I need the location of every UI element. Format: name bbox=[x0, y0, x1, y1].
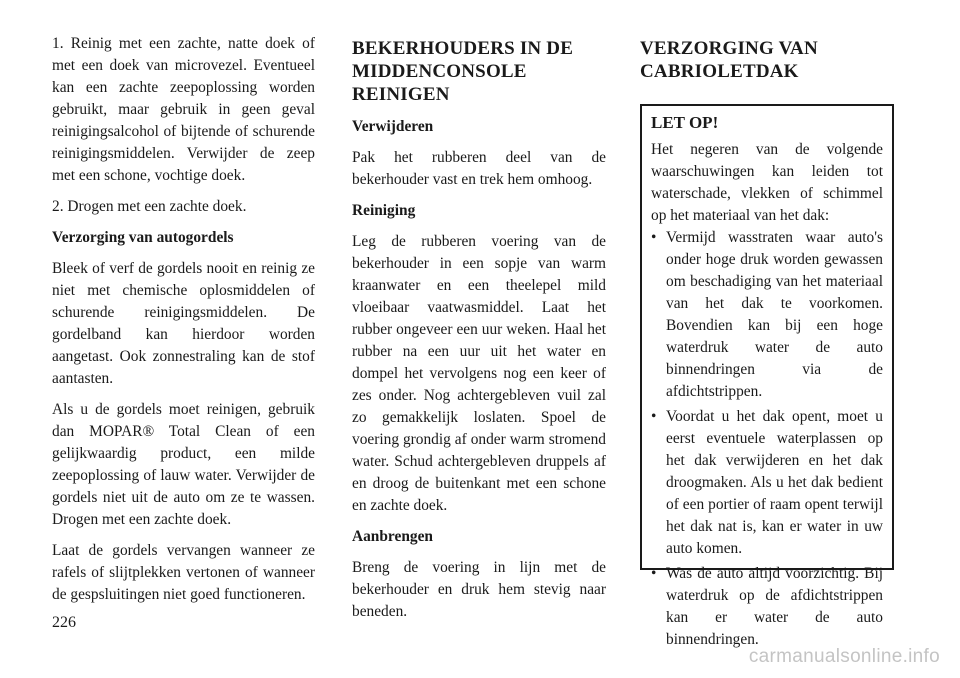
warning-title: LET OP! bbox=[651, 113, 719, 132]
warning-list bbox=[651, 227, 883, 651]
clean-text: Leg de rubberen voering van de bekerhouder in een sopje van warm kraanwater en een theelepel mild vloeibaar vaatwasmiddel. Laat het rubber ongeveer een uur weken. Haal het rubber na een uur uit het water en dompel het vervolgens nog een keer of zes onder. Nog achtergebleven vuil zal zo gemakkelijk loslaten. Spoel de voering grondig af onder warm stromend water. Schud achtergebleven druppels af en droog de buitenkant met een schone en zachte doek. bbox=[352, 233, 606, 514]
warning-item-text: Voordat u het dak opent, moet u eerst eventuele waterplassen op het dak verwijderen en het dak droogmaken. Als u het dak bedient of een portier of raam opent terwijl het dak nat is, kan er water in uw auto komen. bbox=[666, 408, 883, 557]
seatbelt-paragraph-1: Bleek of verf de gordels nooit en reinig ze niet met chemische oplosmiddelen of schurende reinigingsmiddelen. De gordelband kan hierdoor worden aangetast. Ook zonnestraling kan de stof aantasten. bbox=[52, 260, 315, 387]
step-2-text: 2. Drogen met een zachte doek. bbox=[52, 198, 247, 215]
warning-item bbox=[651, 406, 883, 560]
seatbelt-heading: Verzorging van autogordels bbox=[52, 229, 234, 246]
warning-item bbox=[651, 563, 883, 651]
watermark: carmanualsonline.info bbox=[748, 646, 940, 667]
warning-item-text: Was de auto altijd voorzichtig. Bij waterdruk op de afdichtstrippen kan er water de auto binnendringen. bbox=[666, 565, 883, 648]
column-left bbox=[52, 33, 315, 615]
clean-heading: Reiniging bbox=[352, 202, 416, 219]
step-1-text: 1. Reinig met een zachte, natte doek of met een doek van microvezel. Eventueel kan een zachte zeepoplossing worden gebruikt, maar gebruik in geen geval reinigingsalcohol of bijtende of schurende reinigingsmiddelen. Verwijder de zeep met een schone, vochtige doek. bbox=[52, 35, 315, 184]
warning-intro: Het negeren van de volgende waarschuwingen kan leiden tot waterschade, vlekken of schimmel op het materiaal van het dak: bbox=[651, 141, 883, 224]
seatbelt-paragraph-2: Als u de gordels moet reinigen, gebruik dan MOPAR® Total Clean of een gelijkwaardig product, een milde zeepoplossing of lauw water. Verwijder de gordels niet uit de auto om ze te wassen. Drogen met een zachte doek. bbox=[52, 401, 315, 528]
bullet-icon: • bbox=[651, 565, 657, 582]
warning-item-text: Vermijd wasstraten waar auto's onder hoge druk worden gewassen om beschadiging van het materiaal van het dak te voorkomen. Bovendien kan bij een hoge waterdruk water de auto binnendringen via de afdichtstrippen. bbox=[666, 229, 883, 400]
install-heading: Aanbrengen bbox=[352, 528, 433, 545]
bullet-icon: • bbox=[651, 408, 657, 425]
remove-text: Pak het rubberen deel van de bekerhouder vast en trek hem omhoog. bbox=[352, 149, 606, 188]
column-right bbox=[640, 37, 896, 93]
page-number: 226 bbox=[52, 614, 76, 631]
remove-heading: Verwijderen bbox=[352, 118, 434, 135]
bullet-icon: • bbox=[651, 229, 657, 246]
seatbelt-paragraph-3: Laat de gordels vervangen wanneer ze rafels of slijtplekken vertonen of wanneer de gespsluitingen niet goed functioneren. bbox=[52, 542, 315, 603]
cupholder-heading: BEKERHOUDERS IN DE MIDDENCONSOLE REINIGEN bbox=[352, 38, 574, 105]
column-middle bbox=[352, 37, 606, 632]
warning-box bbox=[640, 104, 894, 648]
warning-item bbox=[651, 227, 883, 403]
convertible-roof-heading: VERZORGING VAN CABRIOLETDAK bbox=[640, 38, 818, 82]
install-text: Breng de voering in lijn met de bekerhouder en druk hem stevig naar beneden. bbox=[352, 559, 606, 620]
